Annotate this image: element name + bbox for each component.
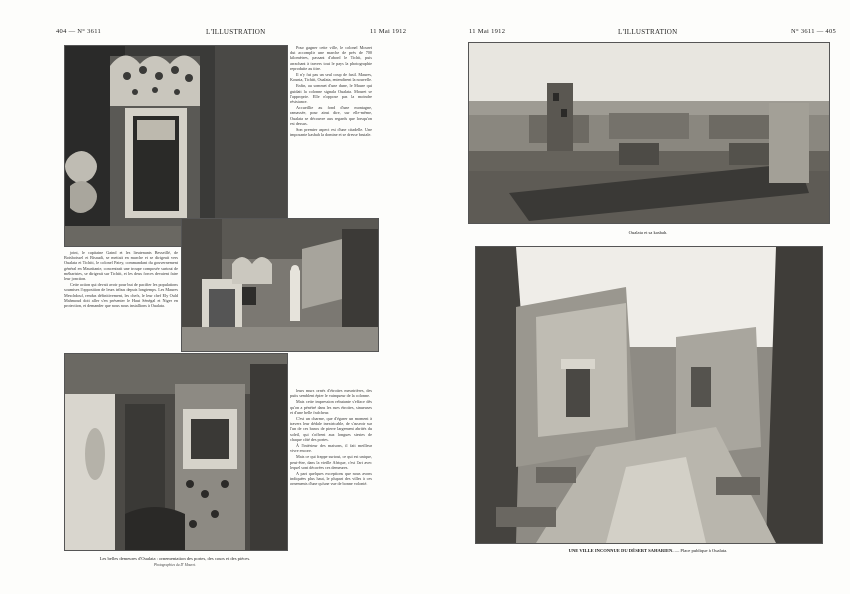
left-page-masthead: L'ILLUSTRATION: [206, 28, 266, 36]
paragraph: Pour gagner cette ville, le colonel Mouret dut accomplir une marche de près de 700 kilomètres, passant d'abord le Tichit, puis arrachant à travers tout le pays la photographie reproduite au titre.: [290, 45, 372, 71]
paragraph: Mais ce qui frappe surtout, ce qui est unique, peut-être, dans la vieille Afrique, c'est l'art avec lequel sont décorées ces demeures.: [290, 454, 372, 470]
paragraph: leurs murs ornés d'étroites meurtrières, des puits semblent épier le vainqueur de la colonne.: [290, 388, 372, 399]
paragraph: Mais cette impression rebutante s'efface dès qu'on a pénétré dans les rues étroites, sinueuses et d'une belle fraîcheur.: [290, 399, 372, 415]
caption-interior: Les belles demeures d'Oualata : ornementation des portes, des cours et des pièces.: [99, 556, 251, 561]
paragraph: A part quelques exceptions que nous avons indiquées plus haut, le plupart des villes à ces ornements d'une qu'une vue de bonne volonté.: [290, 471, 372, 487]
paragraph: À l'intérieur des maisons, il fait meilleur vivre encore.: [290, 443, 372, 454]
caption-public-square-rest: — Place publique à Oualata.: [673, 548, 728, 553]
caption-kasbah: Oualata et sa kasbah.: [628, 230, 668, 235]
article-column-left-middle: [64, 250, 178, 350]
photo-interior-room: [64, 353, 288, 551]
paragraph: Cette action qui devait avoir pour but de pacifier les populations soumises l'opposition de leurs tribus depuis longtemps. Les Maures Meschdouf, rendus définitivement, les chefs, le leur chef Ely Ould Mahmoud doit aller s'en présenter le Haut Sénégal et Niger en protection, et demander que nous nous installions à Oualata.: [64, 282, 178, 309]
article-column-right-bottom: [290, 388, 372, 566]
photo-oualata-kasbah: [468, 42, 830, 224]
photo-public-square: [475, 246, 823, 544]
photo-courtyard-figure: [181, 218, 379, 352]
right-page-number: N° 3611 — 405: [791, 28, 837, 35]
paragraph: Accueillie au fond d'une montagne, ramassée, pour ainsi dire, sur elle-même, Oualata se découvre aux regards que lorsqu'on est dessus.: [290, 105, 372, 126]
caption-public-square-title: UNE VILLE INCONNUE DU DÉSERT SAHARIEN.: [568, 548, 674, 553]
paragraph: joint, le capitaine Gaind et les lieutenants Besseillé, de Boisboissel et Bisaudi, se mettait en marche et se dirigeait vers Oualata et Tichitt, le colonel Patey, commandant du gouvernement général en Mauritanie, concentrait une troupe composée surtout de méharistes, se dirigeait sur Tichitt, et les deux forces devaient faire leur jonction.: [64, 250, 178, 282]
paragraph: Enfin, au sommet d'une dune, le Maure qui guidait la colonne signala Oualata. Mouret se l'approprie. Elle n'oppose pas la moindre résistance.: [290, 83, 372, 105]
paragraph: C'est un charme, que d'égarer un moment à travers leur dédale inextricable, de s'asseoir sur l'un de ces bancs de pierre largement abrités du soleil, qui s'offrent aux longues siestes de chaque côté des portes.: [290, 416, 372, 442]
photo-credit: Photographies du D' Mouret.: [153, 563, 197, 567]
paragraph: Il n'y fut pas un seul coup de fusil. Maures, Kounta, Tichitt, Oualata, entendirent la nouvelle.: [290, 72, 372, 83]
article-column-right-top: [290, 45, 372, 213]
paragraph: Son premier aspect est d'une citadelle. Une imposante kasbah la domine et se dresse brutale.: [290, 127, 372, 138]
caption-public-square: [475, 548, 821, 553]
right-page: [425, 0, 850, 594]
photo-ornate-doorway: [64, 45, 288, 247]
right-page-masthead: L'ILLUSTRATION: [618, 28, 678, 36]
right-page-date: 11 Mai 1912: [469, 28, 506, 35]
left-page-number: 404 — N° 3611: [56, 28, 102, 35]
left-page-date: 11 Mai 1912: [370, 28, 407, 35]
